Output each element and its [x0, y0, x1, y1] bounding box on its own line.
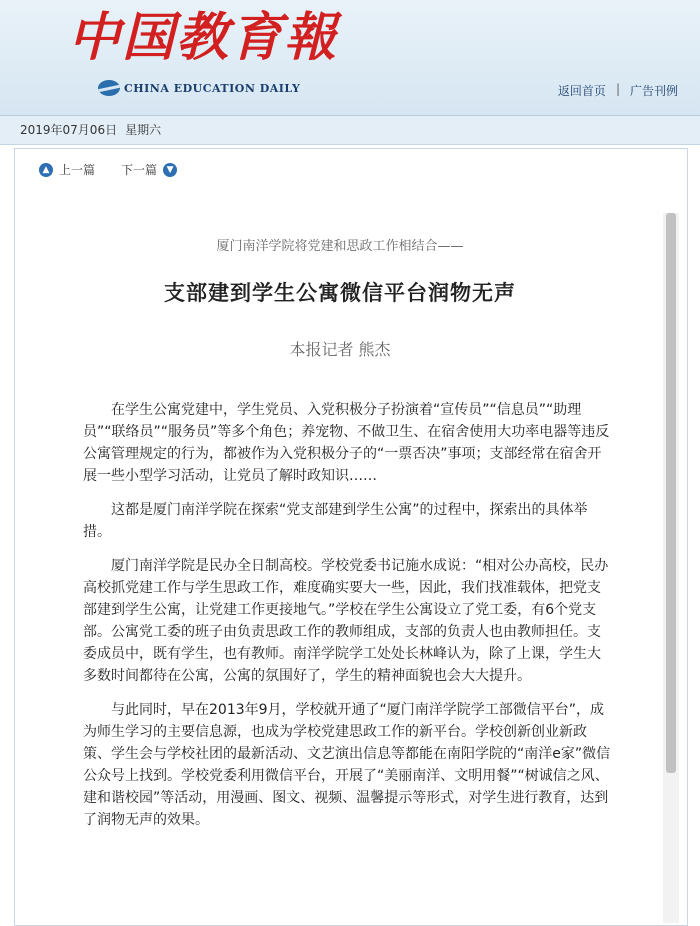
- article-nav: [39, 161, 177, 178]
- date-bar: [0, 116, 700, 145]
- issue-date: 2019年07月06日: [20, 123, 118, 137]
- logo-chinese[interactable]: 中国教育報: [68, 7, 339, 68]
- next-article-link[interactable]: 下一篇: [121, 163, 158, 177]
- scrollbar-thumb[interactable]: [666, 213, 676, 773]
- paragraph: 在学生公寓党建中，学生党员、入党积极分子扮演着“宣传员”“信息员”“助理员”“联络员”“服务员”等多个角色；养宠物、不做卫生、在宿舍使用大功率电器等违反公寓管理规定的行为，都被作为入党积极分子的“一票否决”事项；支部经常在宿舍开展一些小型学习活动，让党员了解时政知识……: [83, 402, 610, 484]
- article-frame: [14, 148, 688, 926]
- top-links: [558, 82, 678, 99]
- article-author: 本报记者 熊杰: [289, 340, 391, 359]
- arrow-down-icon[interactable]: ▼: [163, 163, 177, 177]
- issue-weekday: 星期六: [125, 123, 162, 137]
- paragraph: 与此同时，早在2013年9月，学校就开通了“厦门南洋学院学工部微信平台”，成为师生学习的主要信息源，也成为学校党建思政工作的新平台。学校创新创业新政策、学生会与学校社团的最新活动、文艺演出信息等都能在南阳学院的“南洋e家”微信公众号上找到。学校党委利用微信平台，开展了“美丽南洋、文明用餐”“树诚信之风、建和谐校园”等活动，用漫画、图文、视频、温馨提示等形式，对学生进行教育，达到了润物无声的效果。: [83, 702, 611, 828]
- vertical-scrollbar[interactable]: [663, 213, 679, 923]
- home-link[interactable]: 返回首页: [557, 84, 606, 98]
- link-separator: |: [615, 82, 620, 96]
- article-subtitle: 厦门南洋学院将党建和思政工作相结合——: [216, 239, 464, 254]
- paragraph: 这都是厦门南洋学院在探索“党支部建到学生公寓”的过程中，探索出的具体举措。: [83, 502, 588, 540]
- article-body: [83, 399, 613, 843]
- site-header: [0, 0, 700, 116]
- logo-english-text: CHINA EDUCATION DAILY: [124, 81, 301, 95]
- globe-icon: [98, 80, 120, 96]
- ad-rates-link[interactable]: 广告刊例: [629, 84, 678, 98]
- article-title: 支部建到学生公寓微信平台润物无声: [164, 281, 516, 305]
- logo-english[interactable]: [98, 80, 300, 96]
- paragraph: 厦门南洋学院是民办全日制高校。学校党委书记施水成说：“相对公办高校，民办高校抓党建工作与学生思政工作，难度确实要大一些，因此，我们找准载体，把党支部建到学生公寓，让党建工作更接地气。”学校在学生公寓设立了党工委，有6个党支部。公寓党工委的班子由负责思政工作的教师组成，支部的负责人也由教师担任。支委成员中，既有学生，也有教师。南洋学院学工处处长林峰认为，除了上课，学生大多数时间都待在公寓，公寓的氛围好了，学生的精神面貌也会大大提升。: [83, 558, 609, 684]
- arrow-up-icon[interactable]: ▲: [39, 163, 53, 177]
- prev-article-link[interactable]: 上一篇: [59, 163, 96, 177]
